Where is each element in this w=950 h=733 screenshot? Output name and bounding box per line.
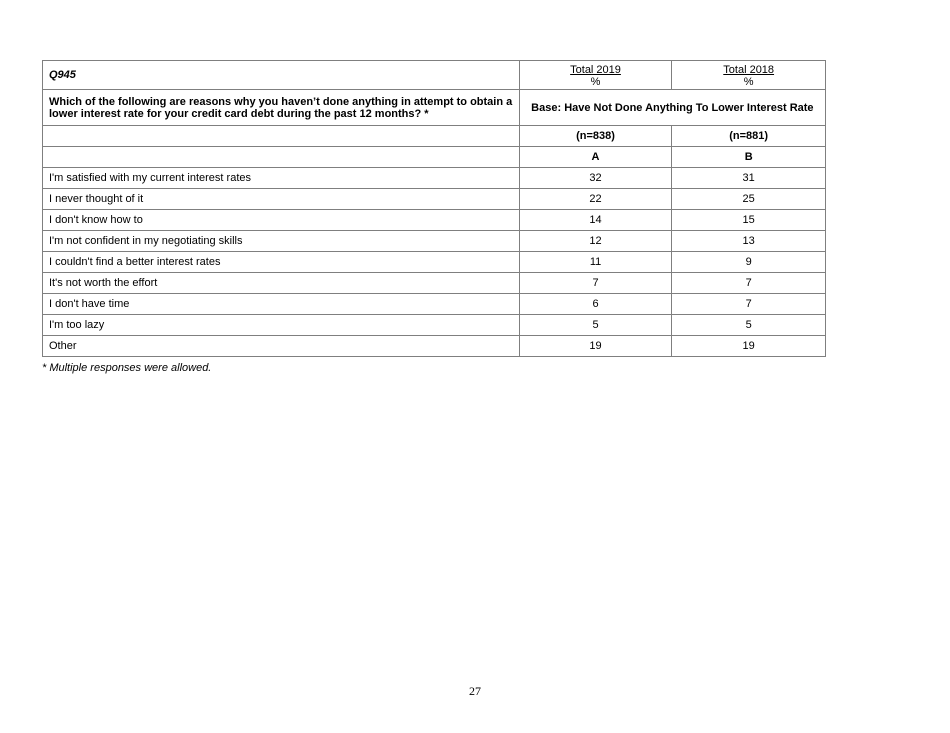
empty-cell bbox=[43, 147, 520, 168]
row-label: I don't have time bbox=[43, 294, 520, 315]
row-label: I'm satisfied with my current interest rates bbox=[43, 168, 520, 189]
value-2018: 25 bbox=[672, 189, 826, 210]
column-title: Total 2019 bbox=[570, 64, 621, 76]
page-number: 27 bbox=[469, 684, 481, 698]
column-title: Total 2018 bbox=[723, 64, 775, 76]
row-label: It's not worth the effort bbox=[43, 273, 520, 294]
row-label: I don't know how to bbox=[43, 210, 520, 231]
column-header-2018 bbox=[672, 61, 826, 90]
column-header-2019 bbox=[519, 61, 672, 90]
value-2019: 19 bbox=[519, 336, 672, 357]
footnote: * Multiple responses were allowed. bbox=[42, 362, 212, 374]
value-2018: 7 bbox=[672, 294, 826, 315]
value-2019: 12 bbox=[519, 231, 672, 252]
table-row bbox=[43, 168, 826, 189]
question-text: Which of the following are reasons why you haven’t done anything in attempt to obtain a lower interest rate for your credit card debt during the past 12 months? * bbox=[43, 90, 520, 126]
value-2019: 5 bbox=[519, 315, 672, 336]
value-2018: 19 bbox=[672, 336, 826, 357]
value-2018: 7 bbox=[672, 273, 826, 294]
base-text: Base: Have Not Done Anything To Lower Interest Rate bbox=[519, 90, 825, 126]
value-2018: 13 bbox=[672, 231, 826, 252]
value-2019: 7 bbox=[519, 273, 672, 294]
table-row bbox=[43, 189, 826, 210]
question-row bbox=[43, 90, 826, 126]
table-row bbox=[43, 294, 826, 315]
value-2018: 15 bbox=[672, 210, 826, 231]
value-2019: 14 bbox=[519, 210, 672, 231]
value-2018: 31 bbox=[672, 168, 826, 189]
table-row bbox=[43, 336, 826, 357]
question-id: Q945 bbox=[43, 61, 520, 90]
row-label: I'm not confident in my negotiating skills bbox=[43, 231, 520, 252]
empty-cell bbox=[43, 126, 520, 147]
table-row bbox=[43, 252, 826, 273]
row-label: I couldn't find a better interest rates bbox=[43, 252, 520, 273]
row-label: I'm too lazy bbox=[43, 315, 520, 336]
table-row bbox=[43, 273, 826, 294]
table-row bbox=[43, 315, 826, 336]
sample-size-2018: (n=881) bbox=[672, 126, 826, 147]
survey-table bbox=[42, 60, 826, 357]
table-row bbox=[43, 231, 826, 252]
header-row bbox=[43, 61, 826, 90]
row-label: Other bbox=[43, 336, 520, 357]
column-unit: % bbox=[590, 76, 601, 88]
column-letter-a: A bbox=[519, 147, 672, 168]
value-2019: 32 bbox=[519, 168, 672, 189]
column-letter-row bbox=[43, 147, 826, 168]
sample-size-2019: (n=838) bbox=[519, 126, 672, 147]
column-letter-b: B bbox=[672, 147, 826, 168]
sample-size-row bbox=[43, 126, 826, 147]
value-2018: 5 bbox=[672, 315, 826, 336]
row-label: I never thought of it bbox=[43, 189, 520, 210]
table-row bbox=[43, 210, 826, 231]
value-2018: 9 bbox=[672, 252, 826, 273]
value-2019: 22 bbox=[519, 189, 672, 210]
value-2019: 11 bbox=[519, 252, 672, 273]
value-2019: 6 bbox=[519, 294, 672, 315]
column-unit: % bbox=[743, 76, 754, 88]
